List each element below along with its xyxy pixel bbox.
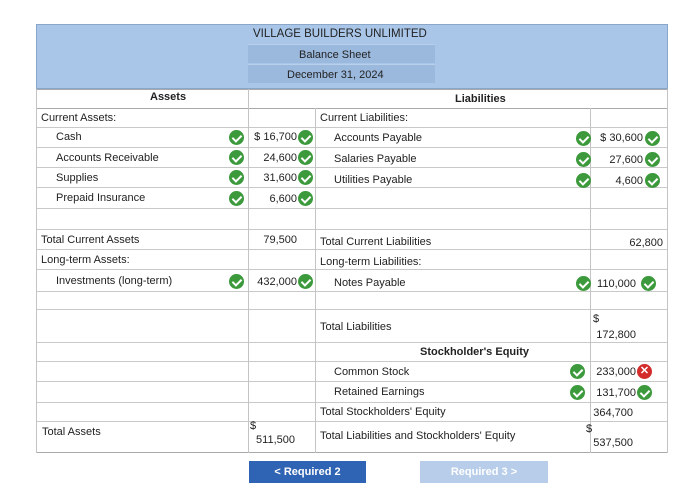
total-stockholders-equity-value: 364,700 [593,407,633,419]
check-circle-icon [570,364,585,379]
check-circle-icon [576,131,591,146]
statement-date: December 31, 2024 [287,69,384,81]
grid-line [36,187,668,188]
supplies-input[interactable]: 31,600 [263,172,297,184]
salaries-payable-label: Salaries Payable [334,153,417,165]
company-name: VILLAGE BUILDERS UNLIMITED [253,28,427,40]
check-circle-icon [298,191,313,206]
check-circle-icon [298,150,313,165]
total-current-liabilities-label: Total Current Liabilities [320,236,432,248]
grid-line [36,229,668,230]
investments-label: Investments (long-term) [56,275,173,287]
required-3-button[interactable] [420,461,548,483]
check-circle-icon [298,170,313,185]
prepaid-insurance-label: Prepaid Insurance [56,192,146,204]
stockholders-equity-heading: Stockholder's Equity [420,346,529,358]
check-circle-icon [298,130,313,145]
total-liabilities-and-equity-label: Total Liabilities and Stockholders' Equity [320,430,516,442]
grid-line [36,269,668,270]
grid-line [36,89,37,453]
common-stock-input[interactable]: 233,000 [596,366,636,378]
notes-payable-label: Notes Payable [334,277,406,289]
grid-line [36,108,668,109]
check-circle-icon [229,150,244,165]
retained-earnings-input[interactable]: 131,700 [596,387,636,399]
check-circle-icon [576,173,591,188]
prepaid-insurance-input[interactable]: 6,600 [269,193,297,205]
required-3-label: Required 3 [450,466,508,478]
long-term-liabilities-heading: Long-term Liabilities: [320,256,422,268]
check-circle-icon [637,385,652,400]
check-circle-icon [570,385,585,400]
grid-line [36,249,668,250]
total-liabilities-dollar: $ [593,313,600,325]
grid-line [36,167,668,168]
check-circle-icon [229,170,244,185]
chevron-right-icon: > [510,466,518,478]
total-assets-value: 511,500 [256,434,295,446]
total-liabilities-label: Total Liabilities [320,321,392,333]
grid-line [36,361,668,362]
long-term-assets-heading: Long-term Assets: [41,254,130,266]
total-assets-label: Total Assets [42,426,101,438]
cash-label: Cash [56,131,82,143]
notes-payable-input[interactable]: 110,000 [597,278,636,290]
current-assets-heading: Current Assets: [41,112,117,124]
accounts-payable-input[interactable]: $ 30,600 [600,132,643,144]
supplies-label: Supplies [56,172,99,184]
check-circle-icon [298,274,313,289]
required-2-label: Required 2 [283,466,341,478]
check-circle-icon [229,274,244,289]
check-circle-icon [576,276,591,291]
cash-input[interactable]: $ 16,700 [254,131,297,143]
grid-line [36,309,668,310]
accounts-receivable-label: Accounts Receivable [56,152,159,164]
total-current-assets-value: 79,500 [263,234,297,246]
check-circle-icon [645,173,660,188]
accounts-receivable-input[interactable]: 24,600 [263,152,297,164]
total-assets-dollar: $ [250,420,257,432]
statement-title: Balance Sheet [299,49,371,61]
total-current-assets-label: Total Current Assets [41,234,140,246]
grid-line [36,452,668,453]
grid-line [36,381,668,382]
common-stock-label: Common Stock [334,366,410,378]
grid-line [667,89,668,453]
check-circle-icon [645,152,660,167]
grid-line [248,89,249,453]
utilities-payable-label: Utilities Payable [334,174,413,186]
grid-line [36,89,668,90]
grid-line [36,147,668,148]
total-stockholders-equity-label: Total Stockholders' Equity [320,406,446,418]
grid-line [36,421,668,422]
grid-line [315,108,316,453]
total-current-liabilities-value: 62,800 [629,237,663,249]
investments-input[interactable]: 432,000 [257,276,297,288]
current-liabilities-heading: Current Liabilities: [320,112,409,124]
retained-earnings-label: Retained Earnings [334,386,425,398]
total-liabilities-and-equity-value: 537,500 [593,437,633,449]
check-circle-icon [229,130,244,145]
total-liabilities-value: 172,800 [596,329,636,341]
x-circle-icon: ✕ [637,364,652,379]
grid-line [36,127,668,128]
assets-heading: Assets [150,91,187,103]
grid-line [36,208,668,209]
check-circle-icon [645,131,660,146]
salaries-payable-input[interactable]: 27,600 [609,154,643,166]
grid-line [36,291,668,292]
required-2-button[interactable] [249,461,366,483]
grid-line [36,402,668,403]
liabilities-heading: Liabilities [455,93,506,105]
check-circle-icon [641,276,656,291]
accounts-payable-label: Accounts Payable [334,132,423,144]
check-circle-icon [229,191,244,206]
utilities-payable-input[interactable]: 4,600 [615,175,643,187]
check-circle-icon [576,152,591,167]
grid-line [36,342,668,343]
total-liabilities-and-equity-dollar: $ [586,423,593,435]
chevron-left-icon: < [274,466,281,478]
